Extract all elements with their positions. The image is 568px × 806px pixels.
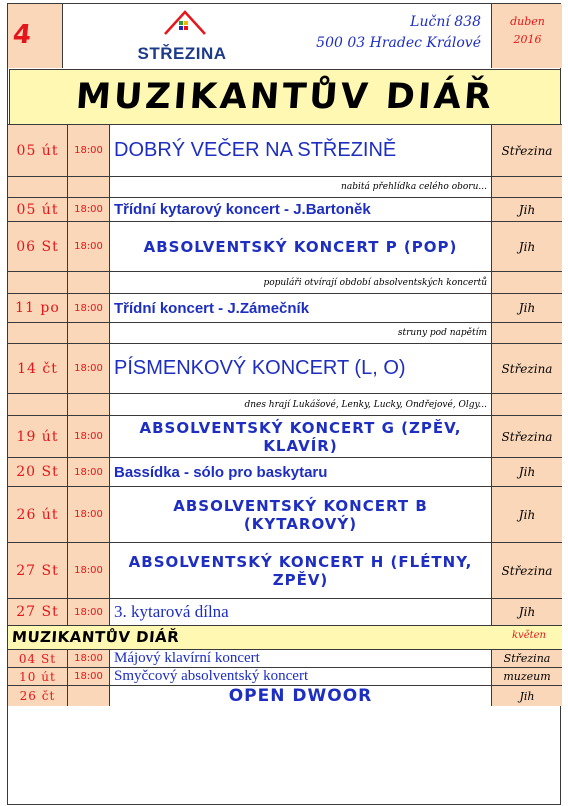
event-date: 10 út [8, 668, 68, 685]
address-street: Luční 838 [410, 14, 481, 30]
title-banner [9, 69, 561, 125]
event-title: Bassídka - sólo pro baskytaru [110, 458, 491, 486]
event-note: struny pod napětím [110, 323, 491, 343]
date-cell [8, 272, 68, 293]
note-row [8, 393, 562, 415]
event-place: muzeum [491, 668, 562, 685]
time-cell [68, 394, 110, 415]
event-row [8, 415, 562, 457]
event-date: 04 St [8, 650, 68, 667]
month-name: duben [510, 15, 545, 28]
event-place: Jih [491, 294, 562, 322]
event-place: Střezina [491, 650, 562, 667]
event-time: 18:00 [68, 650, 110, 667]
event-row [8, 649, 562, 667]
event-time: 18:00 [68, 198, 110, 221]
event-row [8, 197, 562, 221]
event-title: ABSOLVENTSKÝ KONCERT P (POP) [110, 222, 491, 271]
event-date: 11 po [8, 294, 68, 322]
event-place: Střezina [491, 125, 562, 176]
event-date: 05 út [8, 125, 68, 176]
next-month-label: květen [511, 630, 546, 641]
event-place: Jih [491, 686, 562, 706]
date-cell [8, 323, 68, 343]
event-note: populáři otvírají období absolventských koncertů [110, 272, 491, 293]
calendar-sheet [7, 3, 561, 805]
event-title: Smyčcový absolventský koncert [110, 668, 491, 685]
event-time [68, 686, 110, 706]
event-date: 27 St [8, 543, 68, 598]
time-cell [68, 323, 110, 343]
event-date: 26 čt [8, 686, 68, 706]
house-logo-icon [121, 4, 251, 46]
header [8, 4, 562, 68]
note-row [8, 322, 562, 343]
month-label [492, 13, 563, 49]
strezina-logo [121, 4, 251, 66]
event-time: 18:00 [68, 458, 110, 486]
event-time: 18:00 [68, 668, 110, 685]
event-row [8, 293, 562, 322]
logo-text: STŘEZINA [137, 44, 227, 63]
event-title: ABSOLVENTSKÝ KONCERT H (FLÉTNY, ZPĚV) [110, 543, 491, 598]
event-time: 18:00 [68, 487, 110, 542]
event-row [8, 221, 562, 271]
event-row [8, 598, 562, 625]
place-cell [491, 177, 562, 197]
event-title: 3. kytarová dílna [110, 599, 491, 625]
event-row [8, 124, 562, 176]
page-title: MUZIKANTŮV DIÁŘ [74, 77, 496, 117]
date-cell [8, 177, 68, 197]
event-time: 18:00 [68, 125, 110, 176]
next-month-banner [8, 625, 562, 649]
event-place: Střezina [491, 543, 562, 598]
address [316, 12, 481, 54]
event-title: OPEN DWOOR [110, 686, 491, 706]
event-date: 14 čt [8, 344, 68, 393]
event-row [8, 457, 562, 486]
time-cell [68, 272, 110, 293]
place-cell [491, 323, 562, 343]
event-row [8, 486, 562, 542]
event-time: 18:00 [68, 416, 110, 457]
event-date: 05 út [8, 198, 68, 221]
issue-number: 4 [11, 20, 33, 50]
next-month-title: MUZIKANTŮV DIÁŘ [11, 628, 180, 646]
place-cell [491, 272, 562, 293]
event-date: 19 út [8, 416, 68, 457]
event-place: Jih [491, 198, 562, 221]
event-title: ABSOLVENTSKÝ KONCERT B (KYTAROVÝ) [110, 487, 491, 542]
event-time: 18:00 [68, 599, 110, 625]
event-title: PÍSMENKOVÝ KONCERT (L, O) [110, 344, 491, 393]
event-date: 06 St [8, 222, 68, 271]
event-title: DOBRÝ VEČER NA STŘEZINĚ [110, 125, 491, 176]
note-row [8, 271, 562, 293]
year: 2016 [513, 33, 542, 46]
event-time: 18:00 [68, 543, 110, 598]
event-time: 18:00 [68, 294, 110, 322]
event-title: ABSOLVENTSKÝ KONCERT G (ZPĚV, KLAVÍR) [110, 416, 491, 457]
date-cell [8, 394, 68, 415]
event-note: dnes hrají Lukášové, Lenky, Lucky, Ondřejové, Olgy... [110, 394, 491, 415]
place-cell [491, 394, 562, 415]
address-city: 500 03 Hradec Králové [316, 35, 481, 51]
time-cell [68, 177, 110, 197]
event-place: Jih [491, 222, 562, 271]
event-place: Jih [491, 458, 562, 486]
event-title: Třídní kytarový koncert - J.Bartoněk [110, 198, 491, 221]
event-time: 18:00 [68, 344, 110, 393]
event-place: Jih [491, 487, 562, 542]
event-date: 26 út [8, 487, 68, 542]
note-row [8, 176, 562, 197]
event-row [8, 685, 562, 706]
event-time: 18:00 [68, 222, 110, 271]
event-place: Jih [491, 599, 562, 625]
event-title: Májový klavírní koncert [110, 650, 491, 667]
event-row [8, 667, 562, 685]
event-date: 27 St [8, 599, 68, 625]
event-date: 20 St [8, 458, 68, 486]
event-note: nabitá přehlídka celého oboru... [110, 177, 491, 197]
event-place: Střezina [491, 344, 562, 393]
event-row [8, 542, 562, 598]
event-row [8, 343, 562, 393]
event-title: Třídní koncert - J.Zámečník [110, 294, 491, 322]
event-place: Střezina [491, 416, 562, 457]
